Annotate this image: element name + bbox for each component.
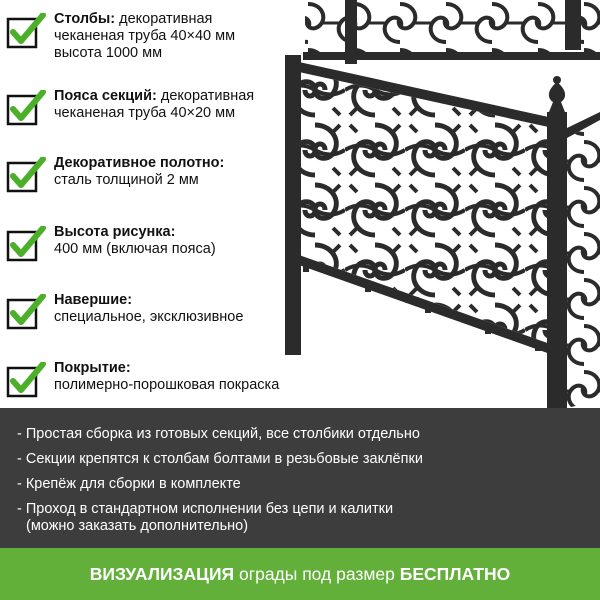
feature-text: - Секции крепятся к столбам болтами в резьбовые заклёпки xyxy=(17,451,423,467)
list-item xyxy=(17,426,423,443)
spec-label: Пояса секций: xyxy=(54,88,157,104)
promo-banner xyxy=(0,548,600,600)
checkmark-icon xyxy=(6,90,46,130)
feature-text: - Проход в стандартном исполнении без цепи и калитки xyxy=(17,501,394,517)
feature-text: - Крепёж для сборки в комплекте xyxy=(17,476,241,492)
spec-value: чеканеная труба 40×40 мм xyxy=(54,28,236,44)
spec-value: специальное, эксклюзивное xyxy=(54,309,244,325)
spec-label: Декоративное полотно: xyxy=(54,155,225,171)
fence-illustration xyxy=(285,0,600,408)
spec-label: Навершие: xyxy=(54,292,133,308)
list-item xyxy=(17,476,423,493)
spec-label: Покрытие: xyxy=(54,360,131,376)
features-list xyxy=(17,426,423,543)
banner-highlight: БЕСПЛАТНО xyxy=(399,564,511,584)
checkmark-icon xyxy=(6,157,46,197)
spec-label: Столбы: xyxy=(54,11,116,27)
spec-value: декоративная xyxy=(119,11,213,27)
features-panel xyxy=(0,408,600,548)
list-item xyxy=(17,451,423,468)
spec-value: чеканеная труба 40×20 мм xyxy=(54,105,236,121)
spec-label: Высота рисунка: xyxy=(54,224,176,240)
feature-subtext: (можно заказать дополнительно) xyxy=(26,518,249,534)
checkmark-icon xyxy=(6,13,46,53)
checkmark-icon xyxy=(6,362,46,402)
spec-value: высота 1000 мм xyxy=(54,45,163,61)
checkmark-icon xyxy=(6,294,46,334)
checkmark-icon xyxy=(6,226,46,266)
spec-value: сталь толщиной 2 мм xyxy=(54,172,199,188)
spec-value: декоративная xyxy=(160,88,255,104)
banner-text: ограды под размер xyxy=(234,564,400,584)
spec-value: полимерно-порошковая покраска xyxy=(54,377,280,393)
list-item xyxy=(17,501,423,535)
banner-highlight: ВИЗУАЛИЗАЦИЯ xyxy=(89,564,235,584)
spec-value: 400 мм (включая пояса) xyxy=(54,241,216,257)
feature-text: - Простая сборка из готовых секций, все столбики отдельно xyxy=(17,426,420,442)
